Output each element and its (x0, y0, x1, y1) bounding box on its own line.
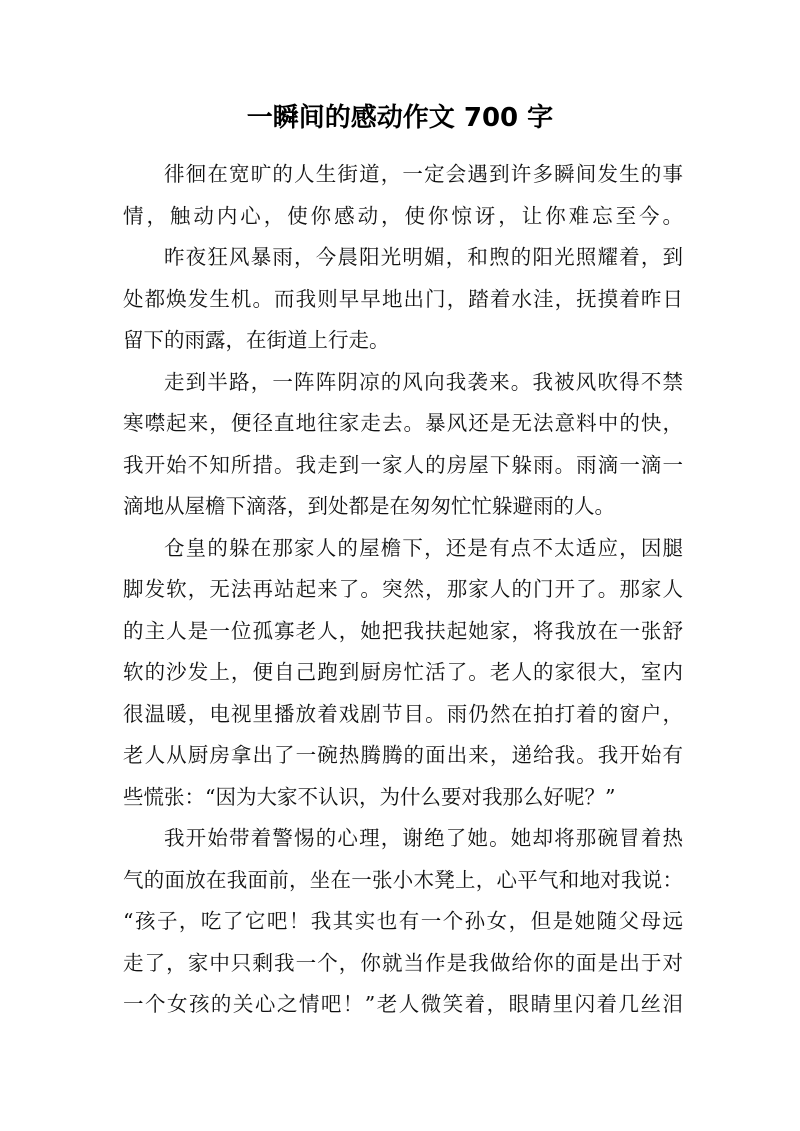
text-line: 留下的雨露，在街道上行走。 (123, 328, 390, 352)
text-line: 很温暖，电视里播放着戏剧节目。雨仍然在拍打着的窗户， (123, 701, 683, 726)
text-line: 走到半路，一阵阵阴凉的风向我袭来。我被风吹得不禁 (164, 369, 683, 394)
text-line: 我开始不知所措。我走到一家人的房屋下躲雨。雨滴一滴一 (123, 452, 683, 477)
text-line: 老人从厨房拿出了一碗热腾腾的面出来，递给我。我开始有 (123, 743, 683, 767)
text-line: 一个女孩的关心之情吧！”老人微笑着，眼睛里闪着几丝泪 (123, 992, 683, 1016)
text-line: 些慌张：“因为大家不认识，为什么要对我那么好呢？” (123, 784, 616, 809)
text-line: 的主人是一位孤寡老人，她把我扶起她家，将我放在一张舒 (123, 618, 683, 643)
document-title: 一瞬间的感动作文 700 字 (246, 103, 554, 133)
text-line: 滴地从屋檐下滴落，到处都是在匆匆忙忙躲避雨的人。 (123, 494, 615, 518)
text-line: 徘徊在宽旷的人生街道，一定会遇到许多瞬间发生的事 (164, 162, 683, 186)
text-line: 昨夜狂风暴雨，今晨阳光明媚，和煦的阳光照耀着，到 (164, 245, 683, 269)
text-line: 处都焕发生机。而我则早早地出门，踏着水洼，抚摸着昨日 (123, 286, 683, 311)
text-line: 脚发软，无法再站起来了。突然，那家人的门开了。那家人 (123, 577, 683, 601)
text-line: 仓皇的躲在那家人的屋檐下，还是有点不太适应，因腿 (164, 535, 683, 560)
text-line: “孩子，吃了它吧！我其实也有一个孙女，但是她随父母远 (123, 909, 683, 933)
text-line: 我开始带着警惕的心理，谢绝了她。她却将那碗冒着热 (164, 826, 683, 850)
text-line: 软的沙发上，便自己跑到厨房忙活了。老人的家很大，室内 (123, 660, 683, 684)
text-line: 情，触动内心，使你感动，使你惊讶，让你难忘至今。 (123, 203, 683, 228)
text-line: 走了，家中只剩我一个，你就当作是我做给你的面是出于对 (123, 950, 683, 975)
text-line: 寒噤起来，便径直地往家走去。暴风还是无法意料中的快， (123, 411, 683, 435)
document-body (123, 154, 683, 1026)
text-line: 气的面放在我面前，坐在一张小木凳上，心平气和地对我说： (123, 867, 683, 892)
